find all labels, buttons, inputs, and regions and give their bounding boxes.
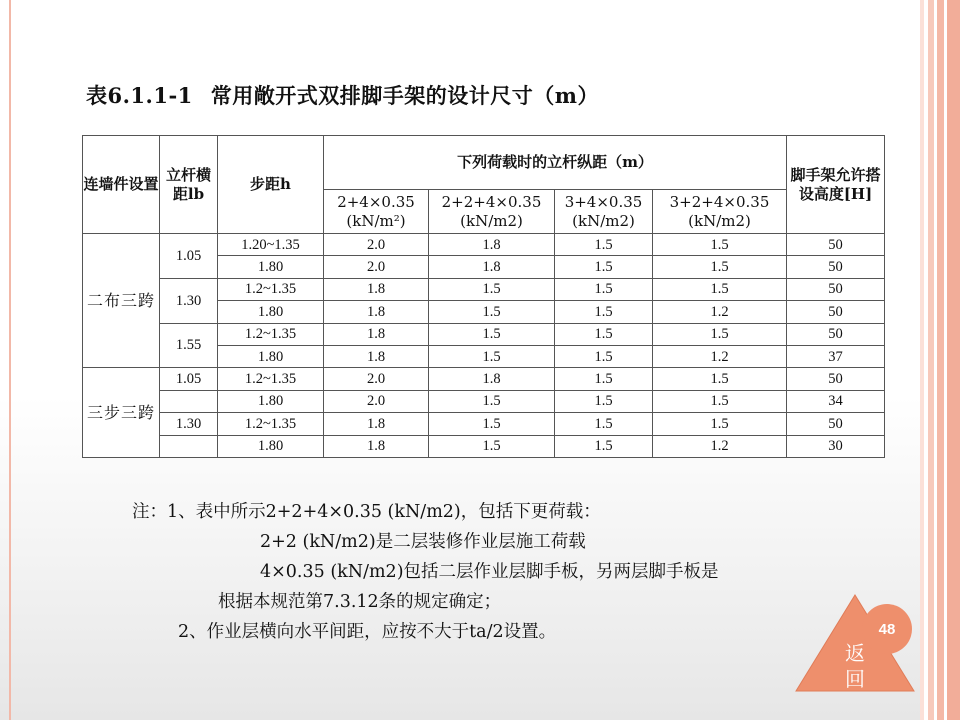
header-load-1: 2+4×0.35 (kN/m²)	[324, 190, 429, 234]
height-cell: 50	[787, 368, 885, 390]
step-cell: 1.20~1.35	[218, 234, 324, 256]
value-cell: 1.5	[653, 323, 787, 345]
height-cell: 50	[787, 301, 885, 323]
value-cell: 2.0	[324, 234, 429, 256]
header-load-4: 3+2+4×0.35 (kN/m2)	[653, 190, 787, 234]
value-cell: 1.2	[653, 345, 787, 367]
value-cell: 1.5	[555, 278, 653, 300]
value-cell: 1.5	[555, 390, 653, 412]
value-cell: 1.5	[653, 256, 787, 278]
value-cell: 1.5	[429, 435, 555, 457]
header-wall-tie: 连墙件设置	[83, 136, 160, 234]
table-caption: 常用敞开式双排脚手架的设计尺寸（m）	[210, 83, 600, 108]
value-cell: 1.5	[653, 278, 787, 300]
table-notes	[132, 497, 719, 647]
value-cell: 1.5	[429, 345, 555, 367]
table-row	[83, 390, 885, 412]
right-decor-stripes	[920, 0, 960, 720]
step-cell: 1.80	[218, 390, 324, 412]
lateral-cell: 1.30	[160, 278, 218, 323]
value-cell: 1.8	[324, 323, 429, 345]
value-cell: 1.5	[555, 413, 653, 435]
height-cell: 50	[787, 278, 885, 300]
back-label-2: 回	[845, 667, 865, 691]
table-row	[83, 368, 885, 390]
note-line-3: 4×0.35 (kN/m2)包括二层作业层脚手板，另两层脚手板是	[260, 562, 719, 582]
left-decor-rule	[9, 0, 11, 720]
value-cell: 1.5	[653, 234, 787, 256]
design-dimensions-table	[82, 135, 885, 458]
table-row	[83, 278, 885, 300]
note-line-2: 2+2 (kN/m2)是二层装修作业层施工荷载	[260, 532, 586, 552]
lateral-cell	[160, 390, 218, 412]
note-line-1: 注：1、表中所示2+2+4×0.35 (kN/m2)，包括下更荷载：	[132, 502, 601, 522]
header-load-group: 下列荷载时的立杆纵距（m）	[324, 136, 787, 190]
step-cell: 1.2~1.35	[218, 368, 324, 390]
group-label: 三步三跨	[83, 368, 160, 458]
step-cell: 1.80	[218, 256, 324, 278]
height-cell: 30	[787, 435, 885, 457]
step-cell: 1.2~1.35	[218, 413, 324, 435]
note-line-5: 2、作业层横向水平间距，应按不大于ta/2设置。	[178, 622, 557, 642]
height-cell: 50	[787, 256, 885, 278]
value-cell: 1.8	[324, 435, 429, 457]
value-cell: 2.0	[324, 390, 429, 412]
value-cell: 2.0	[324, 256, 429, 278]
page-number-badge: 48	[862, 604, 912, 654]
header-load-3: 3+4×0.35 (kN/m2)	[555, 190, 653, 234]
table-row	[83, 234, 885, 256]
table-row	[83, 435, 885, 457]
step-cell: 1.80	[218, 301, 324, 323]
value-cell: 1.5	[653, 390, 787, 412]
value-cell: 1.5	[555, 345, 653, 367]
value-cell: 1.8	[324, 413, 429, 435]
value-cell: 1.8	[429, 368, 555, 390]
value-cell: 1.8	[429, 256, 555, 278]
value-cell: 1.5	[429, 323, 555, 345]
lateral-cell: 1.30	[160, 413, 218, 435]
step-cell: 1.80	[218, 435, 324, 457]
height-cell: 34	[787, 390, 885, 412]
header-step: 步距h	[218, 136, 324, 234]
value-cell: 1.5	[653, 413, 787, 435]
value-cell: 1.5	[429, 301, 555, 323]
value-cell: 1.5	[429, 413, 555, 435]
height-cell: 50	[787, 323, 885, 345]
value-cell: 1.2	[653, 301, 787, 323]
value-cell: 1.5	[555, 323, 653, 345]
value-cell: 1.5	[429, 390, 555, 412]
value-cell: 1.5	[429, 278, 555, 300]
step-cell: 1.2~1.35	[218, 278, 324, 300]
note-line-4: 根据本规范第7.3.12条的规定确定；	[218, 592, 502, 612]
table-row	[83, 413, 885, 435]
value-cell: 1.8	[324, 278, 429, 300]
value-cell: 1.8	[324, 301, 429, 323]
table-number: 表6.1.1-1	[86, 83, 193, 108]
lateral-cell: 1.05	[160, 368, 218, 390]
height-cell: 50	[787, 234, 885, 256]
value-cell: 1.5	[555, 256, 653, 278]
value-cell: 2.0	[324, 368, 429, 390]
back-label-1: 返	[845, 641, 865, 665]
lateral-cell: 1.55	[160, 323, 218, 368]
value-cell: 1.5	[555, 301, 653, 323]
header-allowed-height: 脚手架允许搭设高度[H]	[787, 136, 885, 234]
table-title	[86, 80, 599, 110]
value-cell: 1.2	[653, 435, 787, 457]
header-lateral-spacing: 立杆横距lb	[160, 136, 218, 234]
value-cell: 1.5	[555, 368, 653, 390]
header-load-2: 2+2+4×0.35 (kN/m2)	[429, 190, 555, 234]
value-cell: 1.5	[555, 435, 653, 457]
value-cell: 1.5	[653, 368, 787, 390]
lateral-cell	[160, 435, 218, 457]
step-cell: 1.80	[218, 345, 324, 367]
step-cell: 1.2~1.35	[218, 323, 324, 345]
value-cell: 1.8	[429, 234, 555, 256]
group-label: 二布三跨	[83, 234, 160, 368]
value-cell: 1.8	[324, 345, 429, 367]
table-row	[83, 323, 885, 345]
height-cell: 37	[787, 345, 885, 367]
height-cell: 50	[787, 413, 885, 435]
value-cell: 1.5	[555, 234, 653, 256]
lateral-cell: 1.05	[160, 234, 218, 279]
